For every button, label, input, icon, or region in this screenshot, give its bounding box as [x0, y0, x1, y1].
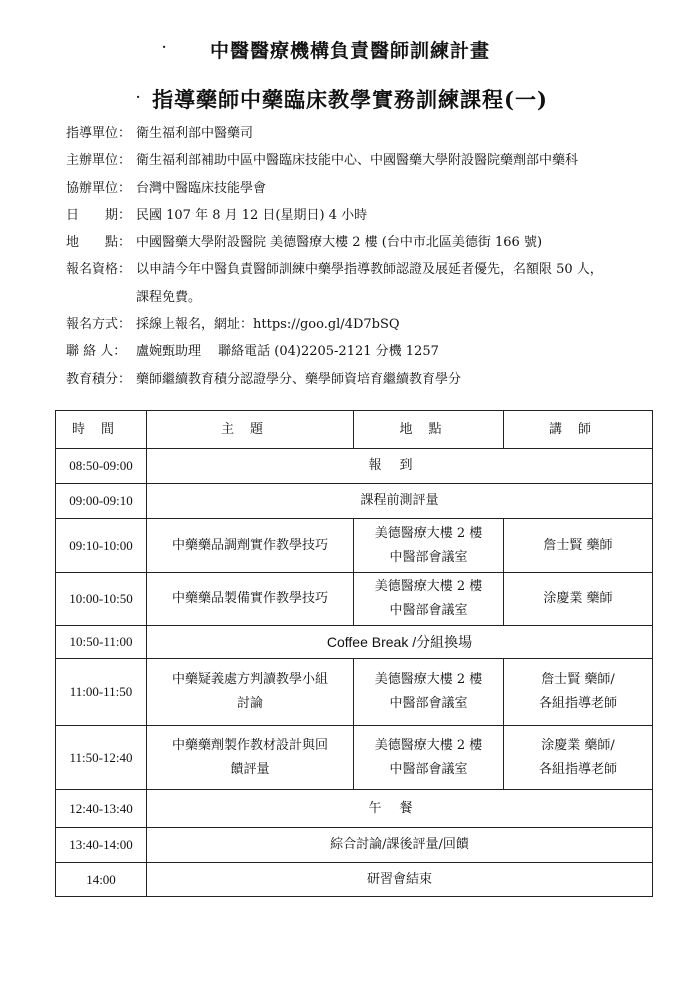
place-line: 中醫部會議室 [389, 761, 468, 777]
speaker-line: 詹士賢 藥師/ [541, 672, 615, 687]
span-cell: 課程前測評量 [147, 484, 653, 519]
table-row [56, 863, 653, 897]
decorative-dot: · [136, 90, 141, 104]
time-cell: 10:00-10:50 [56, 573, 147, 626]
info-label: 地 點： [66, 235, 132, 251]
info-value: 以申請今年中醫負責醫師訓練中藥學指導教師認證及展延者優先，名額限 50 人， [136, 262, 603, 278]
info-row [66, 175, 666, 202]
time-cell: 09:10-10:00 [56, 519, 147, 573]
speaker-cell [504, 573, 653, 626]
place-cell [354, 726, 504, 790]
info-row [66, 338, 666, 365]
table-row [56, 626, 653, 659]
place-line: 美德醫療大樓 2 樓 [374, 525, 483, 541]
place-cell [354, 659, 504, 726]
topic-cell [147, 726, 354, 790]
place-cell [354, 519, 504, 573]
speaker-cell [504, 519, 653, 573]
info-row [66, 311, 666, 338]
topic-line: 中藥疑義處方判讀教學小組 [171, 672, 328, 687]
table-header-cell: 地點 [354, 411, 504, 449]
info-value: 中國醫藥大學附設醫院 美德醫療大樓 2 樓 (台中市北區美德街 166 號) [136, 235, 543, 251]
topic-cell [147, 659, 354, 726]
page-subtitle: 指導藥師中藥臨床教學實務訓練課程(一) [152, 87, 548, 112]
table-row [56, 449, 653, 484]
info-value: 盧婉甄助理 聯絡電話 (04)2205-2121 分機 1257 [136, 344, 439, 360]
info-value-url[interactable]: 採線上報名，網址：https://goo.gl/4D7bSQ [136, 317, 400, 333]
info-label: 報名資格： [66, 262, 132, 278]
table-header-cell: 時間 [56, 411, 147, 449]
speaker-cell [504, 659, 653, 726]
span-cell: 研習會結束 [147, 863, 653, 897]
info-label: 聯 絡 人： [66, 344, 127, 360]
info-value: 衛生福利部中醫藥司 [136, 126, 254, 141]
info-value: 衛生福利部補助中區中醫臨床技能中心、中國醫藥大學附設醫院藥劑部中藥科 [136, 153, 579, 169]
time-cell: 10:50-11:00 [56, 626, 147, 659]
speaker-line: 涂慶業 藥師/ [541, 737, 615, 753]
table-row [56, 726, 653, 790]
topic-line: 中藥藥品調劑實作教學技巧 [171, 537, 328, 553]
time-cell: 08:50-09:00 [56, 449, 147, 484]
topic-cell [147, 573, 354, 626]
place-cell [354, 573, 504, 626]
info-label: 日 期： [66, 207, 132, 223]
span-cell: 午餐 [147, 790, 653, 828]
decorative-dot: · [162, 40, 167, 54]
table-row [56, 573, 653, 626]
span-cell: 綜合討論/課後評量/回饋 [147, 828, 653, 863]
info-label: 主辦單位： [66, 153, 132, 169]
span-cell: Coffee Break /分組換場 [147, 626, 653, 659]
table-row [56, 659, 653, 726]
place-line: 美德醫療大樓 2 樓 [374, 672, 483, 687]
place-line: 中醫部會議室 [389, 549, 468, 565]
info-row [66, 256, 666, 283]
info-value-continued: 課程免費。 [136, 289, 202, 305]
topic-cell [147, 519, 354, 573]
time-cell: 13:40-14:00 [56, 828, 147, 863]
table-row [56, 790, 653, 828]
info-row [66, 120, 666, 147]
info-row [66, 229, 666, 256]
place-line: 美德醫療大樓 2 樓 [374, 737, 483, 753]
speaker-line: 詹士賢 藥師 [543, 537, 613, 553]
info-row [66, 202, 666, 229]
speaker-line: 各組指導老師 [538, 696, 617, 711]
time-cell: 11:00-11:50 [56, 659, 147, 726]
schedule-table [55, 410, 653, 897]
speaker-line: 各組指導老師 [538, 761, 617, 777]
table-header-row [56, 411, 653, 449]
place-line: 中醫部會議室 [389, 603, 468, 618]
topic-line: 中藥藥品製備實作教學技巧 [171, 591, 328, 606]
speaker-cell [504, 726, 653, 790]
info-label: 指導單位： [66, 126, 132, 141]
table-row [56, 519, 653, 573]
info-value: 台灣中醫臨床技能學會 [136, 180, 267, 196]
info-label: 報名方式： [66, 317, 132, 333]
time-cell: 12:40-13:40 [56, 790, 147, 828]
info-row [66, 366, 666, 393]
time-cell: 09:00-09:10 [56, 484, 147, 519]
time-cell: 11:50-12:40 [56, 726, 147, 790]
topic-line: 討論 [236, 696, 263, 711]
place-line: 中醫部會議室 [389, 696, 468, 711]
info-row [66, 147, 666, 174]
span-cell: 報到 [147, 449, 653, 484]
info-label: 協辦單位： [66, 180, 132, 196]
info-value: 藥師繼續教育積分認證學分、藥學師資培育繼續教育學分 [136, 371, 462, 387]
info-label: 教育積分： [66, 371, 132, 387]
speaker-line: 涂慶業 藥師 [543, 591, 613, 606]
time-cell: 14:00 [56, 863, 147, 897]
info-section [66, 120, 666, 393]
topic-line: 饋評量 [230, 761, 270, 777]
page-title: 中醫醫療機構負責醫師訓練計畫 [209, 40, 490, 62]
info-value: 民國 107 年 8 月 12 日(星期日) 4 小時 [136, 207, 368, 223]
table-row [56, 484, 653, 519]
table-header-cell: 講師 [504, 411, 653, 449]
topic-line: 中藥藥劑製作教材設計與回 [171, 737, 328, 753]
place-line: 美德醫療大樓 2 樓 [374, 579, 483, 594]
table-header-cell: 主題 [147, 411, 354, 449]
table-row [56, 828, 653, 863]
